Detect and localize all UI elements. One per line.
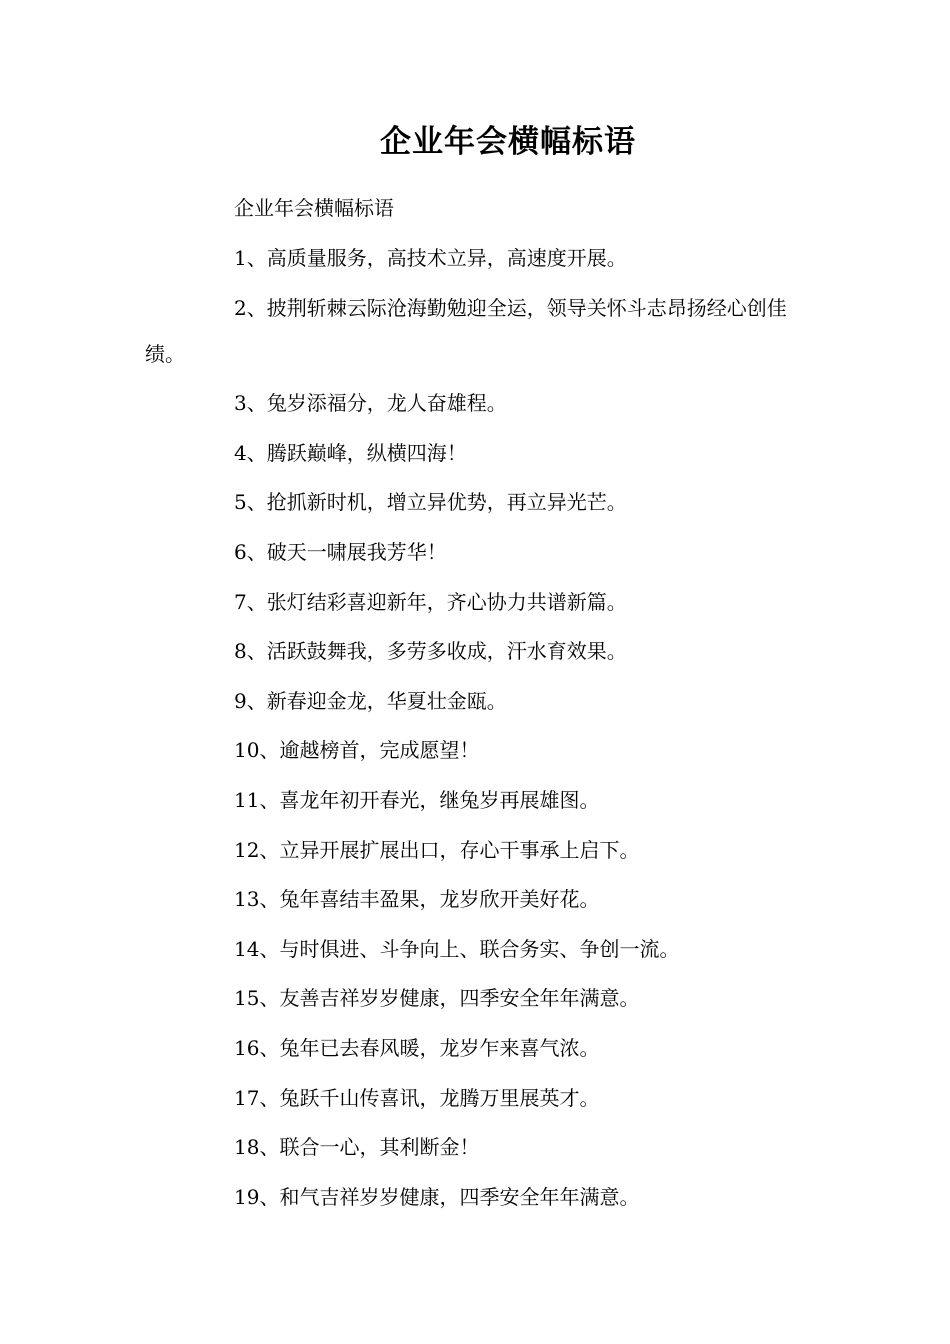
slogan-item: 6、破天一啸展我芳华！ <box>234 539 447 564</box>
slogan-item: 10、逾越榜首，完成愿望！ <box>234 738 480 763</box>
slogan-item: 19、和气吉祥岁岁健康，四季安全年年满意。 <box>234 1184 640 1209</box>
slogan-item: 9、新春迎金龙，华夏壮金瓯。 <box>234 688 507 713</box>
slogan-item: 7、张灯结彩喜迎新年，齐心协力共谱新篇。 <box>234 589 627 614</box>
slogan-item: 8、活跃鼓舞我，多劳多收成，汗水育效果。 <box>234 639 627 664</box>
slogan-item: 2、披荆斩棘云际沧海勤勉迎全运，领导关怀斗志昂扬经心创佳绩。 <box>145 296 787 367</box>
slogan-item: 12、立异开展扩展出口，存心干事承上启下。 <box>234 837 640 862</box>
document-title: 企业年会横幅标语 <box>380 124 636 160</box>
slogan-item: 17、兔跃千山传喜讯，龙腾万里展英才。 <box>234 1085 600 1110</box>
document-body <box>145 184 813 1222</box>
slogan-item: 18、联合一心，其利断金！ <box>234 1135 480 1160</box>
slogan-item: 5、抢抓新时机，增立异优势，再立异光芒。 <box>234 490 627 515</box>
slogan-item: 3、兔岁添福分，龙人奋雄程。 <box>234 391 507 416</box>
document-subtitle: 企业年会横幅标语 <box>234 196 394 220</box>
slogan-item: 16、兔年已去春风暖，龙岁乍来喜气浓。 <box>234 1035 600 1060</box>
slogan-item: 11、喜龙年初开春光，继兔岁再展雄图。 <box>234 787 600 812</box>
slogan-item: 15、友善吉祥岁岁健康，四季安全年年满意。 <box>234 986 640 1011</box>
slogan-item: 1、高质量服务，高技术立异，高速度开展。 <box>234 245 627 270</box>
slogan-item: 13、兔年喜结丰盈果，龙岁欣开美好花。 <box>234 887 600 912</box>
slogan-item: 14、与时俱进、斗争向上、联合务实、争创一流。 <box>234 936 680 961</box>
slogan-item: 4、腾跃巅峰，纵横四海！ <box>234 440 467 465</box>
